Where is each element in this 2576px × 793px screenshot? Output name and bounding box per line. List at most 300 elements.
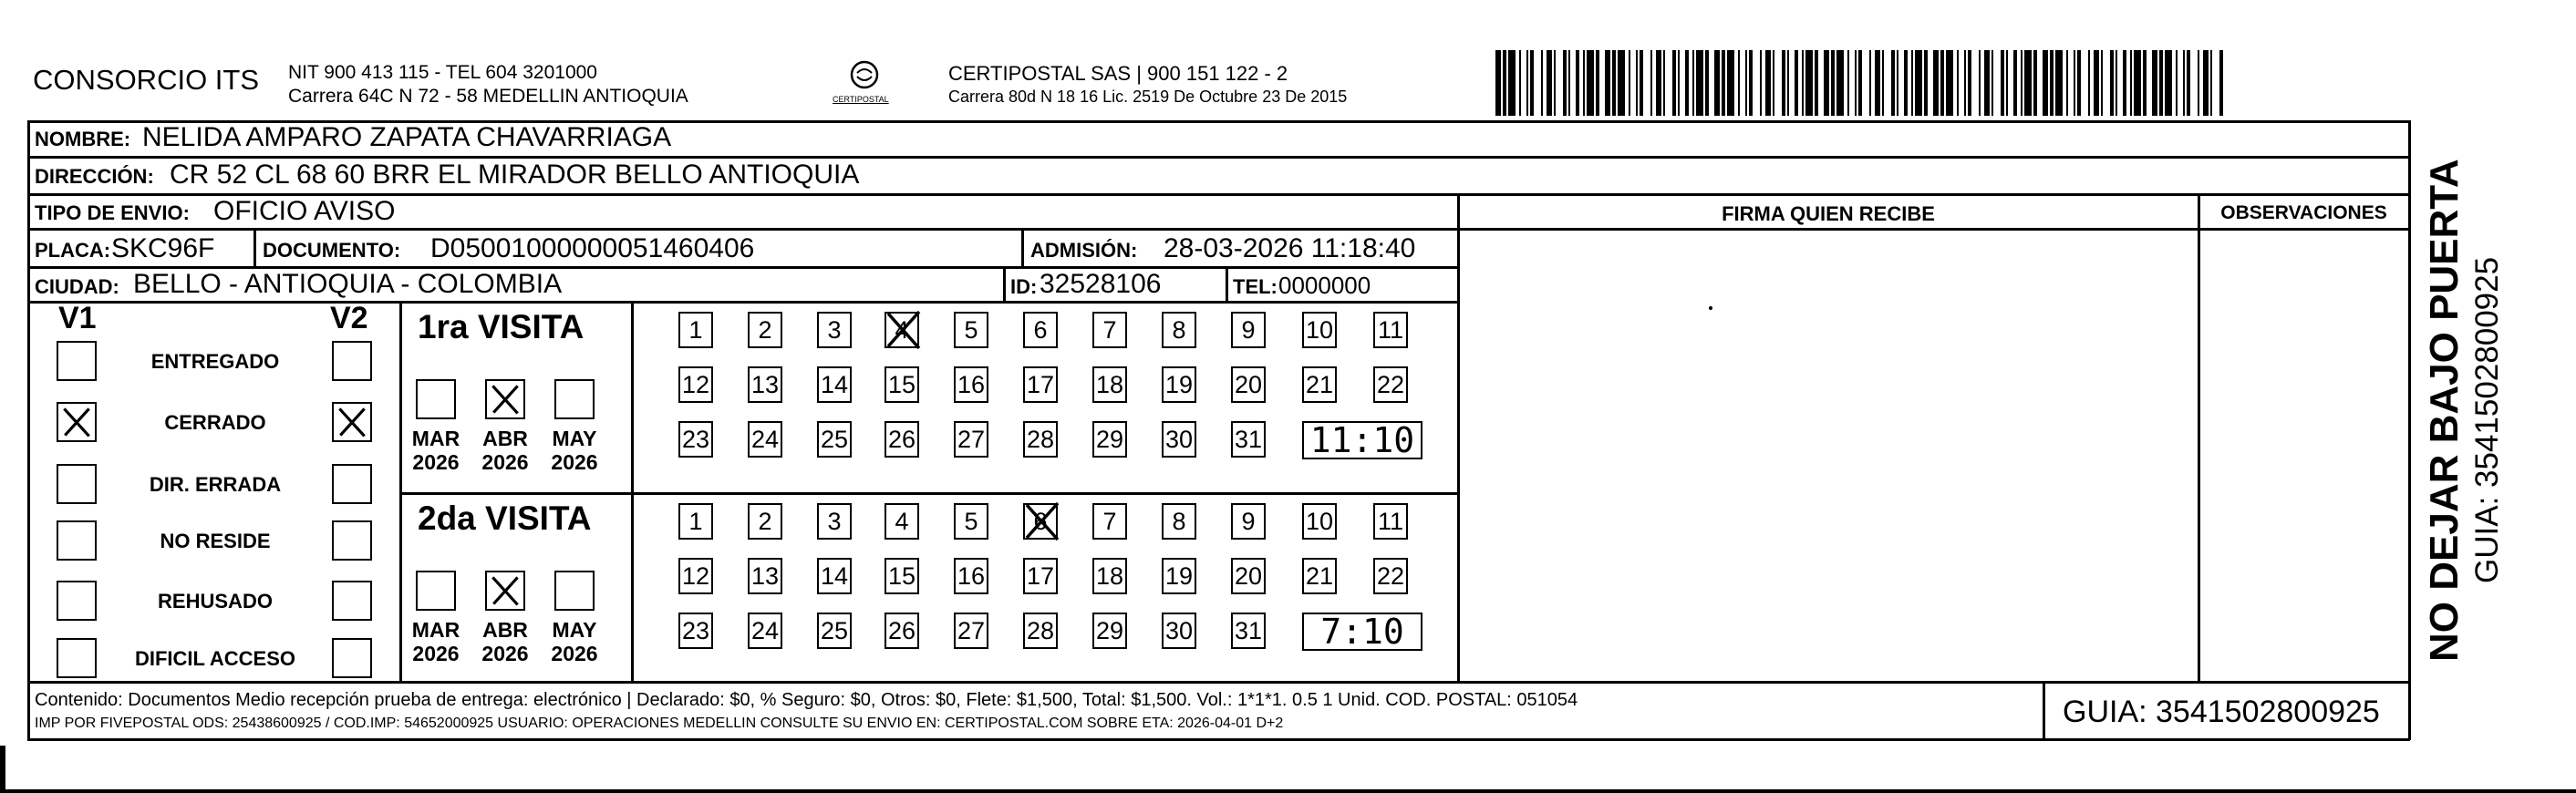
day-box[interactable] [954, 421, 988, 458]
barcode-bar [1855, 50, 1857, 116]
barcode-bar [2006, 50, 2008, 116]
barcode-bar [1765, 50, 1771, 116]
ciudad-label: CIUDAD: [35, 275, 119, 298]
day-number: 16 [957, 371, 986, 398]
barcode-bar [1650, 50, 1652, 116]
firma-area[interactable] [1461, 232, 2196, 678]
barcode-bar [2021, 50, 2023, 116]
barcode-bar [2013, 50, 2017, 116]
barcode-bar [2130, 50, 2132, 116]
tel-value: 0000000 [1278, 272, 1371, 299]
day-number: 19 [1164, 371, 1194, 398]
barcode-bar [2055, 50, 2063, 116]
day-box[interactable] [954, 613, 988, 649]
month-checkbox[interactable] [416, 379, 456, 419]
barcode-bar [1858, 50, 1862, 116]
day-number: 8 [1172, 316, 1186, 344]
day-box[interactable] [1373, 503, 1408, 540]
status-label: REHUSADO [158, 590, 273, 613]
day-box[interactable] [1092, 613, 1127, 649]
documento-label: DOCUMENTO: [263, 239, 401, 262]
day-box[interactable] [817, 503, 852, 540]
day-number: 28 [1026, 617, 1055, 644]
day-number: 10 [1305, 508, 1334, 535]
tipo-envio-value: OFICIO AVISO [213, 196, 396, 226]
day-box[interactable] [885, 366, 919, 403]
v1-header: V1 [58, 301, 97, 335]
barcode-bar [1869, 50, 1871, 116]
nombre-label: NOMBRE: [35, 128, 131, 150]
barcode-bar [2203, 50, 2209, 116]
barcode-bar [2187, 50, 2190, 116]
day-number: 7 [1102, 508, 1117, 535]
barcode-bar [1836, 50, 1844, 116]
day-box[interactable] [885, 312, 919, 348]
v1-checkbox[interactable] [57, 520, 97, 561]
day-number: 4 [895, 508, 909, 535]
barcode-bar [2077, 50, 2081, 116]
barcode-bar [1745, 50, 1747, 116]
direccion-value: CR 52 CL 68 60 BRR EL MIRADOR BELLO ANTIOQUIA [170, 160, 860, 190]
id-label: ID: [1010, 275, 1038, 298]
v2-checkbox[interactable] [332, 341, 372, 381]
v1-checkbox[interactable] [57, 581, 97, 621]
barcode-bar [1787, 50, 1789, 116]
day-number: 27 [957, 426, 986, 453]
barcode-bar [2143, 50, 2147, 116]
day-box[interactable] [1023, 421, 1058, 458]
courier-address: Carrera 80d N 18 16 Lic. 2519 De Octubre 23 De 2015 [948, 88, 1348, 106]
day-box[interactable] [1023, 558, 1058, 594]
day-box[interactable] [1302, 503, 1337, 540]
day-number: 7 [1102, 316, 1117, 344]
v2-header: V2 [330, 301, 368, 335]
status-label: ENTREGADO [150, 350, 280, 373]
barcode-bar [1815, 50, 1818, 116]
day-number: 5 [964, 508, 978, 535]
direccion-label: DIRECCIÓN: [35, 165, 154, 188]
barcode-bar [1875, 50, 1880, 116]
barcode-bar [2033, 50, 2037, 116]
barcode-bar [1547, 50, 1552, 116]
day-box[interactable] [1231, 558, 1266, 594]
barcode-bar [1685, 50, 1689, 116]
visit-title: 1ra VISITA [418, 308, 585, 345]
barcode-bar [1782, 50, 1785, 116]
day-number: 1 [688, 508, 703, 535]
day-number: 27 [957, 617, 986, 644]
day-number: 30 [1164, 426, 1194, 453]
status-label: DIR. ERRADA [149, 473, 282, 496]
day-number: 2 [758, 508, 772, 535]
barcode-bar [2024, 50, 2032, 116]
day-box[interactable] [1302, 558, 1337, 594]
day-number: 18 [1095, 371, 1124, 398]
day-number: 11 [1377, 316, 1404, 344]
barcode-bar [1554, 50, 1556, 116]
no-dejar-bajo-puerta: NO DEJAR BAJO PUERTA [2422, 159, 2467, 662]
day-box[interactable] [1302, 312, 1337, 348]
day-number: 22 [1376, 371, 1405, 398]
barcode-bar [1576, 50, 1579, 116]
day-box[interactable] [1231, 421, 1266, 458]
status-label: CERRADO [164, 411, 266, 434]
barcode-bar [1924, 50, 1928, 116]
day-box[interactable] [678, 613, 713, 649]
barcode-bar [2165, 50, 2172, 116]
month-label: MAR [411, 427, 460, 450]
handwritten-time: 11:10 [1309, 420, 1415, 460]
day-box[interactable] [1162, 366, 1196, 403]
day-box[interactable] [817, 558, 852, 594]
observaciones-header: OBSERVACIONES [2220, 202, 2387, 223]
day-number: 4 [895, 316, 909, 344]
ciudad-value: BELLO - ANTIOQUIA - COLOMBIA [133, 269, 563, 299]
day-box[interactable] [1092, 503, 1127, 540]
barcode-bar [1612, 50, 1616, 116]
v1-checkbox[interactable] [57, 341, 97, 381]
v2-checkbox[interactable] [332, 464, 372, 504]
barcode-bar [1495, 50, 1501, 116]
day-box[interactable] [1023, 366, 1058, 403]
day-number: 26 [887, 426, 916, 453]
day-number: 15 [887, 371, 916, 398]
day-box[interactable] [817, 613, 852, 649]
v2-checkbox[interactable] [332, 520, 372, 561]
day-number: 25 [820, 426, 849, 453]
day-box[interactable] [1373, 558, 1408, 594]
month-checkbox[interactable] [485, 379, 525, 419]
barcode-bar [1587, 50, 1594, 116]
barcode-bar [1696, 50, 1703, 116]
barcode-bar [2116, 50, 2117, 116]
day-box[interactable] [1373, 312, 1408, 348]
day-box[interactable] [1162, 421, 1196, 458]
day-number: 8 [1172, 508, 1186, 535]
barcode-bar [1705, 50, 1709, 116]
barcode-bar [2183, 50, 2185, 116]
day-box[interactable] [1092, 366, 1127, 403]
barcode-bar [1636, 50, 1638, 116]
barcode-bar [2134, 50, 2141, 116]
v1-checkbox[interactable] [57, 464, 97, 504]
v2-checkbox[interactable] [332, 638, 372, 678]
handwritten-time-box[interactable] [1302, 613, 1422, 651]
day-number: 17 [1026, 371, 1055, 398]
barcode-bar [1946, 50, 1953, 116]
barcode-bar [1795, 50, 1798, 116]
day-number: 20 [1234, 562, 1263, 590]
day-number: 14 [820, 562, 849, 590]
day-number: 13 [750, 562, 780, 590]
nombre-value: NELIDA AMPARO ZAPATA CHAVARRIAGA [142, 122, 672, 152]
day-box[interactable] [1023, 503, 1058, 540]
day-box[interactable] [1162, 503, 1196, 540]
barcode-bar [1727, 50, 1734, 116]
barcode-bar [2210, 50, 2212, 116]
day-box[interactable] [1023, 613, 1058, 649]
barcode-bar [1663, 50, 1665, 116]
barcode-bar [1596, 50, 1599, 116]
month-label: ABR [482, 427, 528, 450]
day-number: 22 [1376, 562, 1405, 590]
day-box[interactable] [1162, 613, 1196, 649]
day-number: 23 [681, 617, 710, 644]
day-number: 29 [1095, 617, 1124, 644]
footer-imp: IMP POR FIVEPOSTAL ODS: 25438600925 / COD.IMP: 54652000925 USUARIO: OPERACIONES MEDELLIN CONSULTE SU ENVIO EN: CERTIPOSTAL.COM SOBRE ETA: 2026-04-01 D+2 [35, 716, 1284, 731]
barcode-bar [2101, 50, 2103, 116]
year-label: 2026 [412, 642, 460, 665]
month-label: MAY [552, 618, 597, 642]
handwritten-time-box[interactable] [1302, 421, 1422, 459]
day-box[interactable] [1231, 366, 1266, 403]
day-box[interactable] [1231, 503, 1266, 540]
day-box[interactable] [678, 366, 713, 403]
day-box[interactable] [1231, 613, 1266, 649]
barcode-bar [2159, 50, 2163, 116]
day-box[interactable] [954, 312, 988, 348]
barcode-bar [1979, 50, 1981, 116]
barcode-bar [1629, 50, 1630, 116]
barcode-bar [2152, 50, 2157, 116]
barcode-bar [2066, 50, 2068, 116]
tipo-envio-label: TIPO DE ENVIO: [35, 201, 190, 224]
day-box[interactable] [1302, 366, 1337, 403]
day-box[interactable] [748, 421, 782, 458]
barcode-bar [1760, 50, 1762, 116]
day-box[interactable] [748, 613, 782, 649]
admision-label: ADMISIÓN: [1030, 239, 1138, 262]
barcode-bar [1618, 50, 1625, 116]
day-number: 28 [1026, 426, 1055, 453]
id-value: 32528106 [1040, 269, 1162, 299]
barcode-bar [2001, 50, 2004, 116]
barcode-bar [1802, 50, 1804, 116]
certipostal-logo-text: CERTIPOSTAL [833, 95, 889, 104]
day-box[interactable] [954, 366, 988, 403]
observaciones-area[interactable] [2201, 232, 2406, 678]
barcode-bar [1583, 50, 1585, 116]
day-number: 12 [681, 562, 710, 590]
barcode-bar [2123, 50, 2126, 116]
side-guia: GUIA: 3541502800925 [2469, 256, 2505, 583]
barcode-bar [1526, 50, 1528, 116]
firma-header: FIRMA QUIEN RECIBE [1722, 202, 1935, 225]
day-number: 1 [688, 316, 703, 344]
year-label: 2026 [481, 642, 529, 665]
v2-checkbox[interactable] [332, 581, 372, 621]
day-box[interactable] [1162, 312, 1196, 348]
barcode-bar [1984, 50, 1990, 116]
day-number: 6 [1033, 316, 1048, 344]
day-box[interactable] [1231, 312, 1266, 348]
footer-contenido: Contenido: Documentos Medio recepción prueba de entrega: electrónico | Declarado: $0, % Seguro: $0, Otros: $0, Flete: $1,500, Total: $1,500. Vol.: 1*1*1. 0.5 1 Unid. COD. POSTAL: 051054 [35, 690, 1578, 710]
year-label: 2026 [551, 642, 598, 665]
barcode-bar [1882, 50, 1884, 116]
barcode-bar [1519, 50, 1521, 116]
day-number: 21 [1305, 562, 1334, 590]
day-number: 23 [681, 426, 710, 453]
day-number: 21 [1305, 371, 1334, 398]
day-box[interactable] [748, 503, 782, 540]
barcode-bar [1692, 50, 1694, 116]
company-name: CONSORCIO ITS [33, 64, 260, 96]
barcode-bar [2219, 50, 2223, 116]
month-label: MAY [552, 427, 597, 450]
barcode-bar [1991, 50, 1993, 116]
v1-checkbox[interactable] [57, 402, 97, 442]
year-label: 2026 [551, 450, 598, 474]
barcode-bar [1640, 50, 1643, 116]
barcode-bar [1563, 50, 1567, 116]
day-box[interactable] [1092, 421, 1127, 458]
barcode-bar [1714, 50, 1720, 116]
month-checkbox[interactable] [485, 571, 525, 611]
barcode-bar [1911, 50, 1913, 116]
barcode-bar [1915, 50, 1922, 116]
barcode-bar [1933, 50, 1939, 116]
day-box[interactable] [1092, 558, 1127, 594]
day-number: 20 [1234, 371, 1263, 398]
barcode-bar [2043, 50, 2048, 116]
placa-label: PLACA: [35, 239, 111, 262]
barcode-bar [1773, 50, 1774, 116]
barcode-bar [2198, 50, 2199, 116]
barcode-bar [1891, 50, 1895, 116]
month-checkbox[interactable] [416, 571, 456, 611]
day-number: 9 [1241, 316, 1256, 344]
barcode [1495, 50, 2225, 116]
day-number: 10 [1305, 316, 1334, 344]
day-number: 29 [1095, 426, 1124, 453]
status-label: DIFICIL ACCESO [134, 647, 295, 670]
courier-name: CERTIPOSTAL SAS | 900 151 122 - 2 [948, 62, 1288, 85]
barcode-bar [1968, 50, 1971, 116]
barcode-bar [1541, 50, 1543, 116]
barcode-bar [1503, 50, 1506, 116]
day-number: 3 [827, 508, 842, 535]
barcode-bar [1678, 50, 1680, 116]
barcode-bar [1831, 50, 1835, 116]
day-number: 24 [750, 617, 780, 644]
day-box[interactable] [1373, 366, 1408, 403]
day-box[interactable] [817, 366, 852, 403]
visit-title: 2da VISITA [418, 499, 592, 537]
day-box[interactable] [885, 613, 919, 649]
barcode-bar [1656, 50, 1661, 116]
day-box[interactable] [678, 312, 713, 348]
day-number: 14 [820, 371, 849, 398]
barcode-bar [1722, 50, 1725, 116]
barcode-bar [1897, 50, 1898, 116]
day-box[interactable] [678, 421, 713, 458]
barcode-bar [1847, 50, 1849, 116]
year-label: 2026 [412, 450, 460, 474]
day-number: 24 [750, 426, 780, 453]
status-label: NO RESIDE [160, 530, 271, 552]
barcode-bar [1904, 50, 1908, 116]
barcode-bar [1530, 50, 1534, 116]
day-number: 3 [827, 316, 842, 344]
placa-value: SKC96F [111, 233, 215, 263]
day-box[interactable] [885, 558, 919, 594]
barcode-bar [2094, 50, 2099, 116]
month-label: ABR [482, 618, 528, 642]
day-box[interactable] [678, 503, 713, 540]
month-checkbox[interactable] [554, 379, 595, 419]
barcode-bar [2050, 50, 2054, 116]
day-number: 31 [1234, 617, 1263, 644]
day-number: 15 [887, 562, 916, 590]
day-number: 26 [887, 617, 916, 644]
barcode-bar [1749, 50, 1753, 116]
barcode-bar [1940, 50, 1944, 116]
barcode-bar [1964, 50, 1966, 116]
barcode-bar [1738, 50, 1740, 116]
day-box[interactable] [885, 503, 919, 540]
day-number: 17 [1026, 562, 1055, 590]
day-number: 18 [1095, 562, 1124, 590]
barcode-bar [1957, 50, 1959, 116]
admision-value: 28-03-2026 11:18:40 [1164, 233, 1416, 263]
barcode-bar [1805, 50, 1813, 116]
day-number: 9 [1241, 508, 1256, 535]
day-box[interactable] [748, 558, 782, 594]
day-number: 13 [750, 371, 780, 398]
day-box[interactable] [817, 421, 852, 458]
barcode-bar [1508, 50, 1516, 116]
barcode-bar [1605, 50, 1610, 116]
day-box[interactable] [885, 421, 919, 458]
handwritten-time: 7:10 [1320, 612, 1404, 652]
day-box[interactable] [1023, 312, 1058, 348]
day-box[interactable] [954, 503, 988, 540]
day-box[interactable] [1162, 558, 1196, 594]
barcode-bar [1568, 50, 1570, 116]
day-box[interactable] [748, 366, 782, 403]
day-number: 16 [957, 562, 986, 590]
month-checkbox[interactable] [554, 571, 595, 611]
day-number: 19 [1164, 562, 1194, 590]
barcode-bar [2176, 50, 2178, 116]
day-box[interactable] [748, 312, 782, 348]
company-address: Carrera 64C N 72 - 58 MEDELLIN ANTIOQUIA [288, 86, 688, 107]
day-number: 6 [1033, 508, 1048, 535]
year-label: 2026 [481, 450, 529, 474]
day-box[interactable] [1092, 312, 1127, 348]
footer-guia: GUIA: 3541502800925 [2063, 695, 2380, 729]
day-number: 25 [820, 617, 849, 644]
day-box[interactable] [817, 312, 852, 348]
barcode-bar [2088, 50, 2090, 116]
day-box[interactable] [678, 558, 713, 594]
day-number: 5 [964, 316, 978, 344]
v2-checkbox[interactable] [332, 402, 372, 442]
day-number: 2 [758, 316, 772, 344]
day-number: 12 [681, 371, 710, 398]
barcode-bar [1672, 50, 1676, 116]
day-box[interactable] [954, 558, 988, 594]
month-label: MAR [411, 618, 460, 642]
documento-value: D05001000000051460406 [430, 233, 755, 263]
day-number: 31 [1234, 426, 1263, 453]
day-number: 11 [1377, 508, 1404, 535]
tel-label: TEL: [1233, 275, 1278, 298]
v1-checkbox[interactable] [57, 638, 97, 678]
barcode-bar [2074, 50, 2075, 116]
day-number: 30 [1164, 617, 1194, 644]
barcode-bar [1824, 50, 1829, 116]
